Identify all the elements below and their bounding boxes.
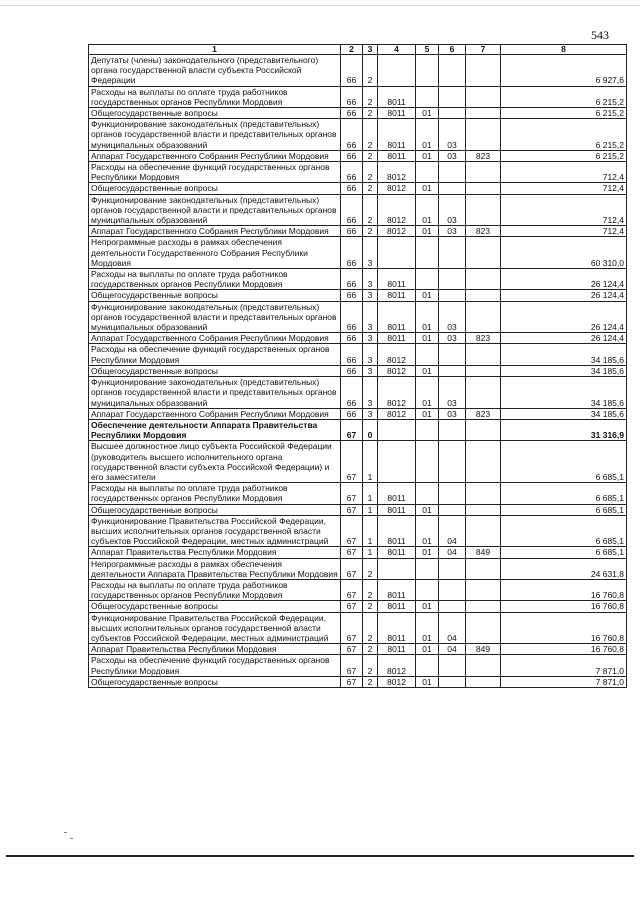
scan-speck — [70, 838, 73, 839]
row-sum: 6 685,1 — [501, 483, 627, 504]
table-row — [89, 194, 627, 226]
row-code-5: 01 — [416, 290, 439, 301]
row-name: Аппарат Правительства Республики Мордовия — [89, 547, 341, 558]
row-code-2: 66 — [341, 162, 363, 183]
row-code-7 — [466, 55, 501, 87]
row-code-3: 3 — [363, 301, 378, 333]
table-row — [89, 676, 627, 687]
row-name: Функционирование законодательных (представительных) органов государственной власти и представительных органов муниципальных образований — [89, 377, 341, 409]
row-code-6 — [439, 55, 466, 87]
row-code-4 — [378, 419, 416, 440]
row-code-3: 2 — [363, 644, 378, 655]
table-row — [89, 644, 627, 655]
row-code-5 — [416, 344, 439, 365]
row-code-4: 8012 — [378, 344, 416, 365]
row-code-3: 2 — [363, 108, 378, 119]
scan-speck — [64, 832, 67, 833]
top-scan-edge — [0, 5, 640, 6]
row-code-6 — [439, 162, 466, 183]
row-code-2: 66 — [341, 377, 363, 409]
row-sum: 6 215,2 — [501, 150, 627, 161]
row-name: Аппарат Государственного Собрания Республики Мордовия — [89, 333, 341, 344]
table-row — [89, 441, 627, 483]
row-name: Аппарат Правительства Республики Мордовия — [89, 644, 341, 655]
row-code-3: 3 — [363, 344, 378, 365]
col-header-8: 8 — [501, 45, 627, 55]
row-sum: 34 185,6 — [501, 365, 627, 376]
row-code-7 — [466, 676, 501, 687]
row-sum: 7 871,0 — [501, 655, 627, 676]
row-code-5 — [416, 579, 439, 600]
row-name: Расходы на выплаты по оплате труда работников государственных органов Республики Мордовия — [89, 86, 341, 107]
row-code-2: 67 — [341, 676, 363, 687]
row-code-3: 3 — [363, 365, 378, 376]
col-header-7: 7 — [466, 45, 501, 55]
row-code-6: 03 — [439, 377, 466, 409]
row-code-6 — [439, 655, 466, 676]
row-code-2: 67 — [341, 612, 363, 644]
row-code-7 — [466, 612, 501, 644]
row-code-2: 67 — [341, 547, 363, 558]
row-code-7 — [466, 108, 501, 119]
row-sum: 6 685,1 — [501, 441, 627, 483]
row-code-6 — [439, 601, 466, 612]
row-code-4: 8011 — [378, 108, 416, 119]
row-code-3: 2 — [363, 558, 378, 579]
row-code-3: 3 — [363, 269, 378, 290]
table-row — [89, 515, 627, 547]
row-code-4: 8011 — [378, 150, 416, 161]
row-code-7 — [466, 601, 501, 612]
row-sum: 31 316,9 — [501, 419, 627, 440]
row-code-4: 8011 — [378, 644, 416, 655]
row-code-7 — [466, 441, 501, 483]
row-code-7 — [466, 194, 501, 226]
row-code-6: 03 — [439, 226, 466, 237]
row-code-6 — [439, 290, 466, 301]
table-row — [89, 226, 627, 237]
row-name: Непрограммные расходы в рамках обеспечения деятельности Аппарата Правительства Республики Мордовия — [89, 558, 341, 579]
row-name: Общегосударственные вопросы — [89, 365, 341, 376]
row-name: Функционирование Правительства Российской Федерации, высших исполнительных органов государственной власти субъектов Российской Федерации, местных администраций — [89, 612, 341, 644]
row-code-6: 04 — [439, 612, 466, 644]
row-sum: 26 124,4 — [501, 269, 627, 290]
row-code-5 — [416, 237, 439, 269]
row-code-4 — [378, 441, 416, 483]
row-sum: 712,4 — [501, 194, 627, 226]
row-sum: 60 310,0 — [501, 237, 627, 269]
row-code-6 — [439, 441, 466, 483]
row-code-6 — [439, 579, 466, 600]
row-code-6: 04 — [439, 515, 466, 547]
row-code-4: 8011 — [378, 515, 416, 547]
row-code-3: 1 — [363, 441, 378, 483]
row-code-6 — [439, 86, 466, 107]
table-row — [89, 547, 627, 558]
row-code-7 — [466, 344, 501, 365]
row-code-4 — [378, 237, 416, 269]
row-code-7 — [466, 183, 501, 194]
col-header-3: 3 — [363, 45, 378, 55]
col-header-6: 6 — [439, 45, 466, 55]
row-name: Аппарат Государственного Собрания Республики Мордовия — [89, 226, 341, 237]
row-code-5: 01 — [416, 408, 439, 419]
row-code-3: 3 — [363, 237, 378, 269]
table-row — [89, 377, 627, 409]
row-sum: 34 185,6 — [501, 408, 627, 419]
row-code-3: 2 — [363, 183, 378, 194]
budget-table — [88, 44, 627, 688]
row-code-3: 2 — [363, 55, 378, 87]
row-code-2: 66 — [341, 290, 363, 301]
row-name: Аппарат Государственного Собрания Республики Мордовия — [89, 150, 341, 161]
row-sum: 16 760,8 — [501, 579, 627, 600]
row-code-3: 2 — [363, 194, 378, 226]
row-code-6: 03 — [439, 408, 466, 419]
table-row — [89, 119, 627, 151]
row-code-7 — [466, 419, 501, 440]
row-code-3: 1 — [363, 483, 378, 504]
row-code-2: 66 — [341, 408, 363, 419]
table-row — [89, 601, 627, 612]
row-code-4: 8011 — [378, 504, 416, 515]
table-row — [89, 301, 627, 333]
row-code-5 — [416, 162, 439, 183]
row-code-2: 66 — [341, 183, 363, 194]
row-name: Расходы на обеспечение функций государственных органов Республики Мордовия — [89, 655, 341, 676]
row-code-4: 8011 — [378, 601, 416, 612]
row-code-4 — [378, 558, 416, 579]
row-code-6 — [439, 419, 466, 440]
row-code-5: 01 — [416, 108, 439, 119]
row-name: Функционирование законодательных (представительных) органов государственной власти и представительных органов муниципальных образований — [89, 301, 341, 333]
row-code-7: 849 — [466, 644, 501, 655]
table-row — [89, 419, 627, 440]
table-row — [89, 333, 627, 344]
row-code-4: 8011 — [378, 612, 416, 644]
row-code-6: 03 — [439, 301, 466, 333]
col-header-1: 1 — [89, 45, 341, 55]
row-code-7: 823 — [466, 150, 501, 161]
table-row — [89, 269, 627, 290]
row-code-7 — [466, 504, 501, 515]
row-code-2: 66 — [341, 301, 363, 333]
table-header-row — [89, 45, 627, 55]
row-name: Общегосударственные вопросы — [89, 676, 341, 687]
row-code-6 — [439, 558, 466, 579]
row-name: Общегосударственные вопросы — [89, 290, 341, 301]
row-code-2: 66 — [341, 194, 363, 226]
row-code-5: 01 — [416, 676, 439, 687]
row-code-4: 8012 — [378, 365, 416, 376]
row-code-2: 66 — [341, 365, 363, 376]
row-code-6 — [439, 237, 466, 269]
row-code-3: 2 — [363, 655, 378, 676]
table-row — [89, 408, 627, 419]
row-code-7: 823 — [466, 333, 501, 344]
row-code-5: 01 — [416, 547, 439, 558]
row-code-2: 66 — [341, 237, 363, 269]
row-code-6 — [439, 183, 466, 194]
row-code-5 — [416, 269, 439, 290]
row-code-3: 2 — [363, 119, 378, 151]
row-code-5: 01 — [416, 515, 439, 547]
row-code-4: 8011 — [378, 86, 416, 107]
row-name: Депутаты (члены) законодательного (представительного) органа государственной власти субъекта Российской Федерации — [89, 55, 341, 87]
row-code-2: 67 — [341, 504, 363, 515]
row-name: Расходы на выплаты по оплате труда работников государственных органов Республики Мордовия — [89, 579, 341, 600]
row-name: Расходы на обеспечение функций государственных органов Республики Мордовия — [89, 162, 341, 183]
row-code-6 — [439, 483, 466, 504]
row-code-5 — [416, 55, 439, 87]
table-row — [89, 86, 627, 107]
row-name: Функционирование законодательных (представительных) органов государственной власти и представительных органов муниципальных образований — [89, 119, 341, 151]
table-row — [89, 183, 627, 194]
row-sum: 6 215,2 — [501, 119, 627, 151]
row-sum: 7 871,0 — [501, 676, 627, 687]
row-code-2: 67 — [341, 655, 363, 676]
row-code-2: 67 — [341, 558, 363, 579]
row-sum: 34 185,6 — [501, 377, 627, 409]
row-code-7 — [466, 290, 501, 301]
row-code-2: 66 — [341, 119, 363, 151]
row-code-7 — [466, 86, 501, 107]
row-code-4 — [378, 55, 416, 87]
row-code-6 — [439, 344, 466, 365]
row-code-3: 1 — [363, 504, 378, 515]
row-sum: 26 124,4 — [501, 290, 627, 301]
row-code-4: 8012 — [378, 377, 416, 409]
row-code-4: 8012 — [378, 408, 416, 419]
row-code-6: 03 — [439, 333, 466, 344]
page-number: 543 — [591, 28, 609, 42]
row-code-2: 66 — [341, 86, 363, 107]
table-row — [89, 344, 627, 365]
table-row — [89, 55, 627, 87]
row-code-2: 67 — [341, 579, 363, 600]
row-code-7: 823 — [466, 408, 501, 419]
row-code-4: 8012 — [378, 194, 416, 226]
row-code-2: 66 — [341, 333, 363, 344]
row-code-2: 66 — [341, 269, 363, 290]
row-code-2: 67 — [341, 419, 363, 440]
row-code-6: 03 — [439, 119, 466, 151]
row-code-3: 1 — [363, 547, 378, 558]
table-row — [89, 365, 627, 376]
table-row — [89, 483, 627, 504]
row-sum: 26 124,4 — [501, 333, 627, 344]
row-code-5: 01 — [416, 119, 439, 151]
row-sum: 712,4 — [501, 183, 627, 194]
row-code-3: 3 — [363, 377, 378, 409]
row-code-5: 01 — [416, 333, 439, 344]
row-code-5 — [416, 655, 439, 676]
row-code-7 — [466, 377, 501, 409]
table-row — [89, 655, 627, 676]
row-code-4: 8012 — [378, 655, 416, 676]
row-code-2: 66 — [341, 226, 363, 237]
row-code-3: 2 — [363, 226, 378, 237]
row-code-7 — [466, 301, 501, 333]
row-code-4: 8011 — [378, 119, 416, 151]
row-sum: 16 760,8 — [501, 612, 627, 644]
row-code-3: 3 — [363, 333, 378, 344]
row-code-3: 2 — [363, 579, 378, 600]
row-code-6 — [439, 269, 466, 290]
row-sum: 6 927,6 — [501, 55, 627, 87]
row-sum: 712,4 — [501, 226, 627, 237]
row-code-3: 2 — [363, 676, 378, 687]
row-code-7 — [466, 558, 501, 579]
row-name: Общегосударственные вопросы — [89, 504, 341, 515]
col-header-2: 2 — [341, 45, 363, 55]
row-code-4: 8011 — [378, 301, 416, 333]
row-code-3: 2 — [363, 601, 378, 612]
table-row — [89, 162, 627, 183]
table-row — [89, 290, 627, 301]
row-sum: 16 760,8 — [501, 601, 627, 612]
row-code-4: 8012 — [378, 183, 416, 194]
row-code-5: 01 — [416, 612, 439, 644]
row-code-5: 01 — [416, 226, 439, 237]
row-name: Непрограммные расходы в рамках обеспечения деятельности Государственного Собрания Республики Мордовия — [89, 237, 341, 269]
row-code-7 — [466, 483, 501, 504]
row-code-5: 01 — [416, 504, 439, 515]
row-code-6 — [439, 676, 466, 687]
row-code-3: 2 — [363, 86, 378, 107]
row-name: Расходы на выплаты по оплате труда работников государственных органов Республики Мордовия — [89, 269, 341, 290]
row-code-7 — [466, 655, 501, 676]
row-code-6 — [439, 504, 466, 515]
row-code-2: 67 — [341, 601, 363, 612]
row-name: Общегосударственные вопросы — [89, 108, 341, 119]
row-code-7 — [466, 269, 501, 290]
row-code-5: 01 — [416, 377, 439, 409]
row-name: Высшее должностное лицо субъекта Российской Федерации (руководитель высшего исполнительного органа государственной власти субъекта Российской Федерации) и его заместители — [89, 441, 341, 483]
row-code-4: 8011 — [378, 333, 416, 344]
col-header-4: 4 — [378, 45, 416, 55]
col-header-5: 5 — [416, 45, 439, 55]
row-code-5: 01 — [416, 183, 439, 194]
row-sum: 26 124,4 — [501, 301, 627, 333]
row-code-7 — [466, 365, 501, 376]
row-code-3: 2 — [363, 612, 378, 644]
row-code-3: 0 — [363, 419, 378, 440]
row-code-4: 8011 — [378, 269, 416, 290]
table-row — [89, 558, 627, 579]
row-code-2: 66 — [341, 55, 363, 87]
row-code-3: 2 — [363, 150, 378, 161]
row-code-6: 03 — [439, 194, 466, 226]
row-code-6: 03 — [439, 150, 466, 161]
row-code-6 — [439, 108, 466, 119]
row-code-4: 8012 — [378, 676, 416, 687]
row-sum: 6 215,2 — [501, 108, 627, 119]
row-sum: 34 185,6 — [501, 344, 627, 365]
row-name: Функционирование Правительства Российской Федерации, высших исполнительных органов государственной власти субъектов Российской Федерации, местных администраций — [89, 515, 341, 547]
row-code-2: 66 — [341, 150, 363, 161]
row-sum: 16 760,8 — [501, 644, 627, 655]
row-code-2: 66 — [341, 344, 363, 365]
row-code-7: 849 — [466, 547, 501, 558]
row-code-5: 01 — [416, 301, 439, 333]
row-code-2: 67 — [341, 441, 363, 483]
table-row — [89, 108, 627, 119]
row-name: Общегосударственные вопросы — [89, 183, 341, 194]
row-code-5 — [416, 86, 439, 107]
row-name: Расходы на обеспечение функций государственных органов Республики Мордовия — [89, 344, 341, 365]
row-code-3: 3 — [363, 290, 378, 301]
bottom-scan-edge — [6, 855, 634, 857]
row-code-4: 8011 — [378, 290, 416, 301]
table-row — [89, 237, 627, 269]
table-row — [89, 612, 627, 644]
row-code-4: 8012 — [378, 226, 416, 237]
row-code-5: 01 — [416, 150, 439, 161]
row-name: Обеспечение деятельности Аппарата Правительства Республики Мордовия — [89, 419, 341, 440]
row-code-4: 8012 — [378, 162, 416, 183]
row-code-5 — [416, 441, 439, 483]
row-code-5 — [416, 558, 439, 579]
row-code-2: 67 — [341, 483, 363, 504]
row-sum: 6 685,1 — [501, 504, 627, 515]
table-row — [89, 579, 627, 600]
row-sum: 712,4 — [501, 162, 627, 183]
row-code-4: 8011 — [378, 579, 416, 600]
table-body — [89, 55, 627, 688]
row-code-7 — [466, 579, 501, 600]
row-code-4: 8011 — [378, 483, 416, 504]
row-code-7: 823 — [466, 226, 501, 237]
row-code-3: 1 — [363, 515, 378, 547]
row-name: Аппарат Государственного Собрания Республики Мордовия — [89, 408, 341, 419]
row-code-7 — [466, 237, 501, 269]
row-code-6 — [439, 365, 466, 376]
row-code-2: 67 — [341, 644, 363, 655]
row-code-5: 01 — [416, 194, 439, 226]
row-code-2: 66 — [341, 108, 363, 119]
row-code-7 — [466, 162, 501, 183]
row-sum: 6 685,1 — [501, 547, 627, 558]
row-code-7 — [466, 515, 501, 547]
row-name: Расходы на выплаты по оплате труда работников государственных органов Республики Мордовия — [89, 483, 341, 504]
row-code-2: 67 — [341, 515, 363, 547]
row-code-5: 01 — [416, 601, 439, 612]
row-code-5 — [416, 419, 439, 440]
row-code-5: 01 — [416, 365, 439, 376]
row-code-3: 3 — [363, 408, 378, 419]
row-sum: 24 631,8 — [501, 558, 627, 579]
row-code-4: 8011 — [378, 547, 416, 558]
table-row — [89, 150, 627, 161]
row-sum: 6 215,2 — [501, 86, 627, 107]
row-code-5: 01 — [416, 644, 439, 655]
row-code-6: 04 — [439, 644, 466, 655]
row-sum: 6 685,1 — [501, 515, 627, 547]
row-name: Функционирование законодательных (представительных) органов государственной власти и представительных органов муниципальных образований — [89, 194, 341, 226]
row-name: Общегосударственные вопросы — [89, 601, 341, 612]
row-code-6: 04 — [439, 547, 466, 558]
row-code-3: 2 — [363, 162, 378, 183]
row-code-5 — [416, 483, 439, 504]
table-row — [89, 504, 627, 515]
row-code-7 — [466, 119, 501, 151]
